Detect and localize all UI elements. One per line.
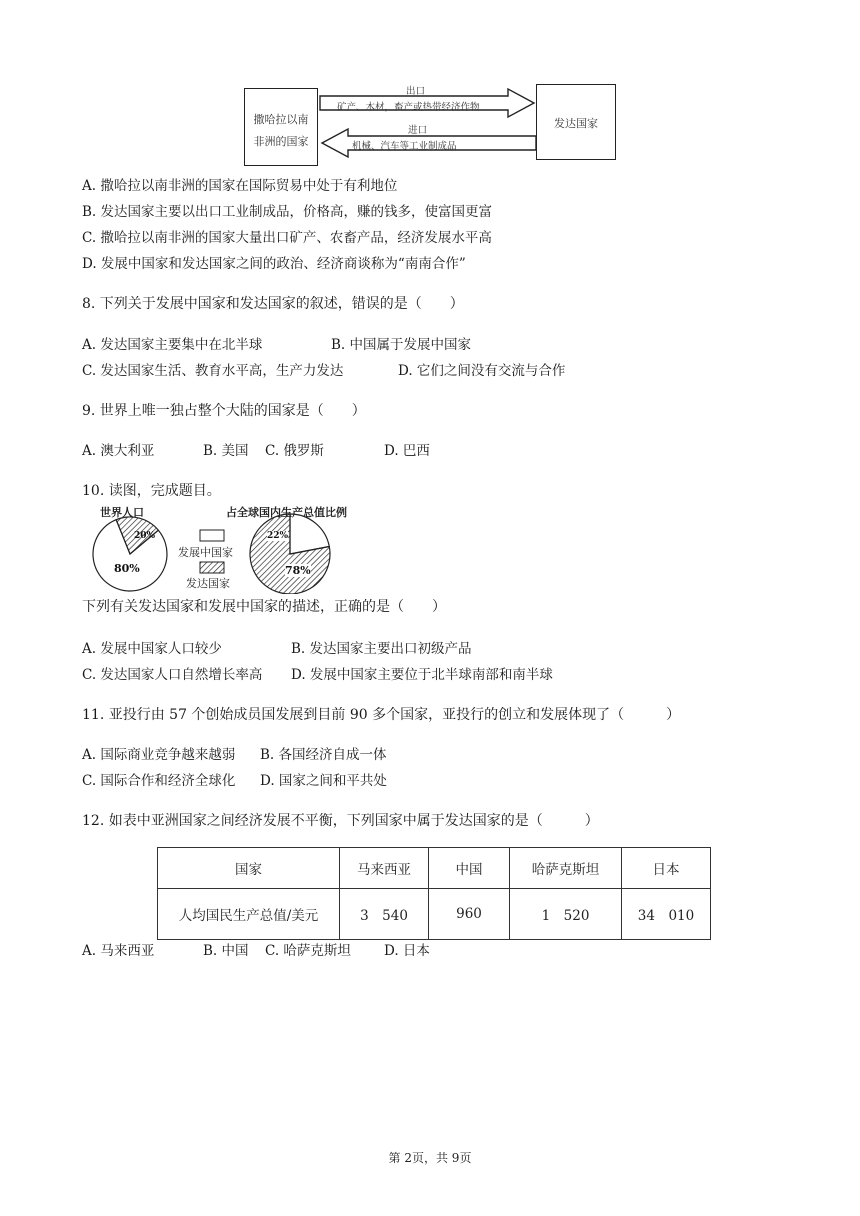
q9-option-c: C. 俄罗斯 bbox=[265, 443, 324, 459]
q9-option-b: B. 美国 bbox=[203, 443, 249, 459]
left-country-box bbox=[244, 88, 318, 166]
import-goods: 机械、汽车等工业制成品 bbox=[352, 141, 457, 152]
left-box-line1: 撒哈拉以南 bbox=[253, 113, 309, 126]
pie2-title: 占全球国内生产总值比例 bbox=[226, 506, 347, 519]
q11-option-a: A. 国际商业竞争越来越弱 bbox=[82, 747, 236, 763]
export-label: 出口 bbox=[406, 86, 426, 97]
q9-option-d: D. 巴西 bbox=[384, 443, 430, 459]
right-box-label: 发达国家 bbox=[554, 117, 598, 130]
q10-option-b: B. 发达国家主要出口初级产品 bbox=[291, 641, 472, 657]
q7-option-b: B. 发达国家主要以出口工业制成品，价格高，赚的钱多，使富国更富 bbox=[82, 204, 493, 220]
gnp-table bbox=[157, 847, 711, 940]
q8-option-a: A. 发达国家主要集中在北半球 bbox=[82, 337, 263, 353]
table-cell: 人均国民生产总值/美元 bbox=[158, 889, 340, 940]
q11-option-c: C. 国际合作和经济全球化 bbox=[82, 773, 236, 789]
legend-swatch-developing bbox=[200, 530, 224, 541]
q11-stem: 11. 亚投行由 57 个创始成员国发展到目前 90 多个国家，亚投行的创立和发展体现了（ ） bbox=[82, 707, 681, 723]
q8-option-b: B. 中国属于发展中国家 bbox=[331, 337, 472, 353]
q11-option-b: B. 各国经济自成一体 bbox=[260, 747, 387, 763]
table-cell: 3 540 bbox=[340, 889, 429, 940]
pie-gdp-share bbox=[250, 514, 330, 594]
table-header-row bbox=[158, 848, 711, 889]
legend-developed-label: 发达国家 bbox=[186, 577, 230, 590]
table-row bbox=[158, 889, 711, 940]
q10-option-a: A. 发展中国家人口较少 bbox=[82, 641, 222, 657]
pie1-developed-label: 20% bbox=[134, 531, 156, 541]
table-cell: 960 bbox=[429, 889, 510, 940]
legend-developing-label: 发展中国家 bbox=[178, 546, 233, 559]
pie-chart-figure bbox=[80, 502, 360, 594]
q12-stem: 12. 如表中亚洲国家之间经济发展不平衡，下列国家中属于发达国家的是（ ） bbox=[82, 813, 599, 829]
q11-option-d: D. 国家之间和平共处 bbox=[260, 773, 387, 789]
q12-option-b: B. 中国 bbox=[203, 943, 249, 959]
q10-sub-stem: 下列有关发达国家和发展中国家的描述，正确的是（ ） bbox=[82, 599, 446, 615]
q10-option-d: D. 发展中国家主要位于北半球南部和南半球 bbox=[291, 667, 553, 683]
legend-swatch-developed bbox=[200, 562, 224, 573]
q7-option-a: A. 撒哈拉以南非洲的国家在国际贸易中处于有利地位 bbox=[82, 178, 398, 194]
pie-world-population bbox=[93, 517, 167, 591]
table-header-cell: 日本 bbox=[622, 848, 711, 889]
q9-stem: 9. 世界上唯一独占整个大陆的国家是（ ） bbox=[82, 403, 366, 419]
q10-stem: 10. 读图，完成题目。 bbox=[82, 483, 221, 499]
q7-option-c: C. 撒哈拉以南非洲的国家大量出口矿产、农畜产品，经济发展水平高 bbox=[82, 230, 492, 246]
pie1-developing-label: 80% bbox=[114, 562, 140, 575]
q12-option-c: C. 哈萨克斯坦 bbox=[265, 943, 351, 959]
q8-stem: 8. 下列关于发展中国家和发达国家的叙述，错误的是（ ） bbox=[82, 296, 464, 312]
q12-option-d: D. 日本 bbox=[384, 943, 430, 959]
import-label: 进口 bbox=[408, 125, 428, 136]
q8-option-d: D. 它们之间没有交流与合作 bbox=[398, 363, 566, 379]
page-number: 第 2页，共 9页 bbox=[388, 1151, 472, 1165]
table-header-cell: 哈萨克斯坦 bbox=[510, 848, 622, 889]
right-country-box bbox=[536, 84, 616, 160]
q8-option-c: C. 发达国家生活、教育水平高，生产力发达 bbox=[82, 363, 344, 379]
pie1-title: 世界人口 bbox=[100, 506, 144, 519]
q10-option-c: C. 发达国家人口自然增长率高 bbox=[82, 667, 263, 683]
left-box-line2: 非洲的国家 bbox=[253, 135, 309, 148]
trade-arrows bbox=[318, 80, 538, 170]
table-header-cell: 中国 bbox=[429, 848, 510, 889]
table-header-cell: 马来西亚 bbox=[340, 848, 429, 889]
export-goods: 矿产、木材，畜产或热带经济作物 bbox=[337, 102, 480, 113]
table-header-cell: 国家 bbox=[158, 848, 340, 889]
q12-option-a: A. 马来西亚 bbox=[82, 943, 155, 959]
table-cell: 34 010 bbox=[622, 889, 711, 940]
q7-option-d: D. 发展中国家和发达国家之间的政治、经济商谈称为“南南合作” bbox=[82, 256, 466, 272]
table-cell: 1 520 bbox=[510, 889, 622, 940]
q9-option-a: A. 澳大利亚 bbox=[82, 443, 155, 459]
trade-diagram bbox=[240, 80, 620, 170]
pie2-developed-label: 78% bbox=[285, 564, 311, 577]
pie2-developing-label: 22% bbox=[267, 531, 289, 541]
